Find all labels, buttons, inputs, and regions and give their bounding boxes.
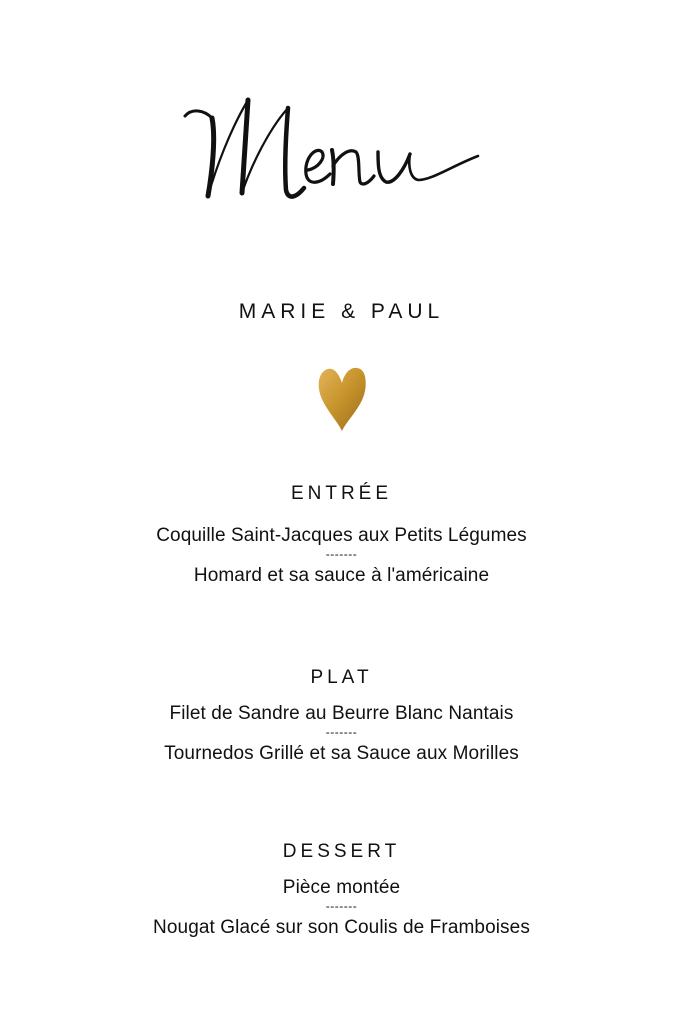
dish-separator: ------- [325,899,358,913]
section-title: PLAT [310,667,373,688]
section-entree [0,483,683,588]
menu-title-script [182,78,502,218]
section-title: DESSERT [282,841,401,862]
menu-title [0,78,683,218]
section-title: ENTRÉE [290,483,393,504]
section-dessert [0,841,683,940]
section-plat [0,667,683,766]
dish-item: Pièce montée [282,877,401,898]
dish-item: Filet de Sandre au Beurre Blanc Nantais [169,703,514,724]
heart-icon [0,365,683,438]
dish-item: Homard et sa sauce à l'américaine [193,565,490,586]
dish-separator: ------- [325,547,358,561]
couple-names: MARIE & PAUL [238,300,445,323]
dish-item: Tournedos Grillé et sa Sauce aux Morilles [164,743,519,764]
dish-item: Coquille Saint-Jacques aux Petits Légumes [156,525,527,546]
dish-separator: ------- [325,725,358,739]
dish-item: Nougat Glacé sur son Coulis de Framboises [153,917,530,938]
